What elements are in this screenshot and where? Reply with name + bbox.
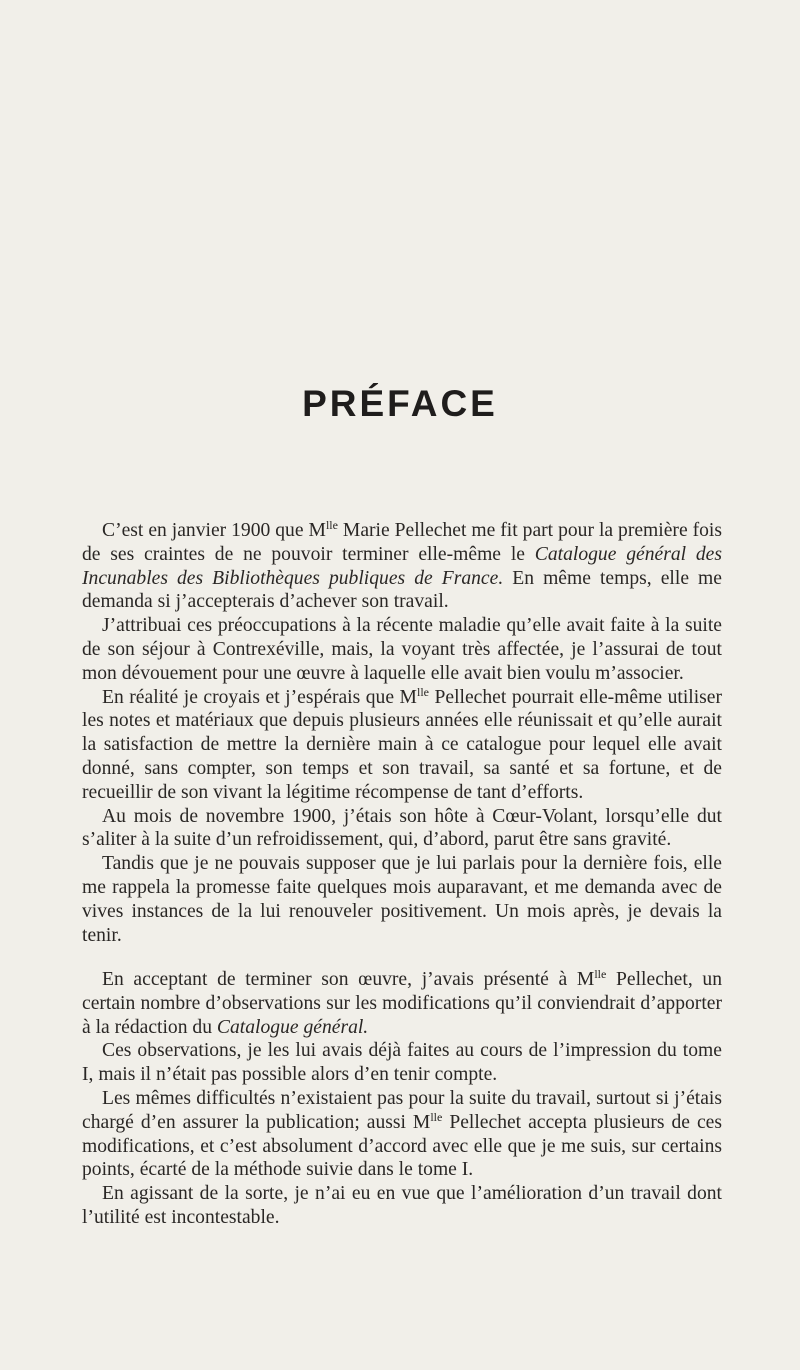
text-run: Tandis que je ne pouvais supposer que je lui parlais pour la dernière fois, elle me rappela la promesse faite quelques mois auparavant, et me demanda avec de vives instances de la lui renouveler positivement. Un mois après, je devais la tenir. — [82, 853, 722, 946]
superscript: lle — [416, 684, 429, 699]
text-run: J’attribuai ces préoccupations à la récente maladie qu’elle avait faite à la suite de son séjour à Contrexéville, mais, la voyant très affectée, je l’assurai de tout mon dévouement pour une œuvre à laquelle elle avait bien voulu m’associer. — [82, 615, 722, 684]
text-run: Les mêmes difficultés n’existaient pas pour la suite du travail, surtout si j’étais chargé d’en assurer la publication; aussi M — [82, 1087, 722, 1133]
text-run: En agissant de la sorte, je n’ai eu en vue que l’amélioration d’un travail dont l’utilité est incontestable. — [82, 1183, 722, 1228]
italic-title: Catalogue général. — [216, 1016, 369, 1038]
text-run: Pellechet, un certain nombre d’observations sur les modifications qu’il conviendrait d’apporter à la rédaction du — [82, 969, 722, 1038]
paragraph — [82, 686, 722, 805]
italic-title: Catalogue général des Incunables des Bibliothèques publiques de France. — [82, 543, 722, 589]
superscript: lle — [325, 518, 338, 532]
paragraph — [82, 614, 722, 685]
text-run: En acceptant de terminer son œuvre, j’avais présenté à M — [102, 969, 595, 990]
text-run: Pellechet pourrait elle-même utiliser les notes et matériaux que depuis plusieurs années elle réunissait et qu’elle aurait la satisfaction de mettre la dernière main à ce catalogue pour lequel elle avait donné, sans compter, son temps et son travail, sa santé et sa fortune, et de recueillir de son vivant la légitime récompense de tant d’efforts. — [82, 686, 722, 803]
paragraph — [82, 1182, 722, 1230]
text-run: En réalité je croyais et j’espérais que M — [102, 686, 417, 708]
paragraph — [82, 968, 722, 1039]
text-run: Pellechet accepta plusieurs de ces modifications, et c’est absolument d’accord avec elle que je me suis, sur certains points, écarté de la méthode suivie dans le tome I. — [82, 1111, 722, 1181]
page-title: PRÉFACE — [302, 383, 498, 424]
text-run: Au mois de novembre 1900, j’étais son hôte à Cœur-Volant, lorsqu’elle dut s’aliter à la suite d’un refroidissement, qui, d’abord, parut être sans gravité. — [82, 805, 722, 851]
text-run: Marie Pellechet me fit part pour la première fois de ses craintes de ne pouvoir terminer elle-même le — [82, 520, 723, 565]
superscript: lle — [430, 1109, 443, 1124]
text-block-2 — [82, 968, 722, 1230]
text-block-1 — [82, 519, 722, 947]
superscript: lle — [594, 967, 607, 981]
paragraph — [82, 1087, 722, 1182]
paragraph — [82, 852, 722, 947]
paragraph — [82, 805, 722, 853]
paragraph — [82, 1039, 722, 1087]
paragraph — [82, 519, 722, 614]
text-run: C’est en janvier 1900 que M — [102, 520, 326, 541]
text-run: En même temps, elle me demanda si j’accepterais d’achever son travail. — [82, 567, 722, 613]
text-run: Ces observations, je les lui avais déjà faites au cours de l’impression du tome I, mais il n’était pas possible alors d’en tenir compte. — [82, 1040, 722, 1086]
